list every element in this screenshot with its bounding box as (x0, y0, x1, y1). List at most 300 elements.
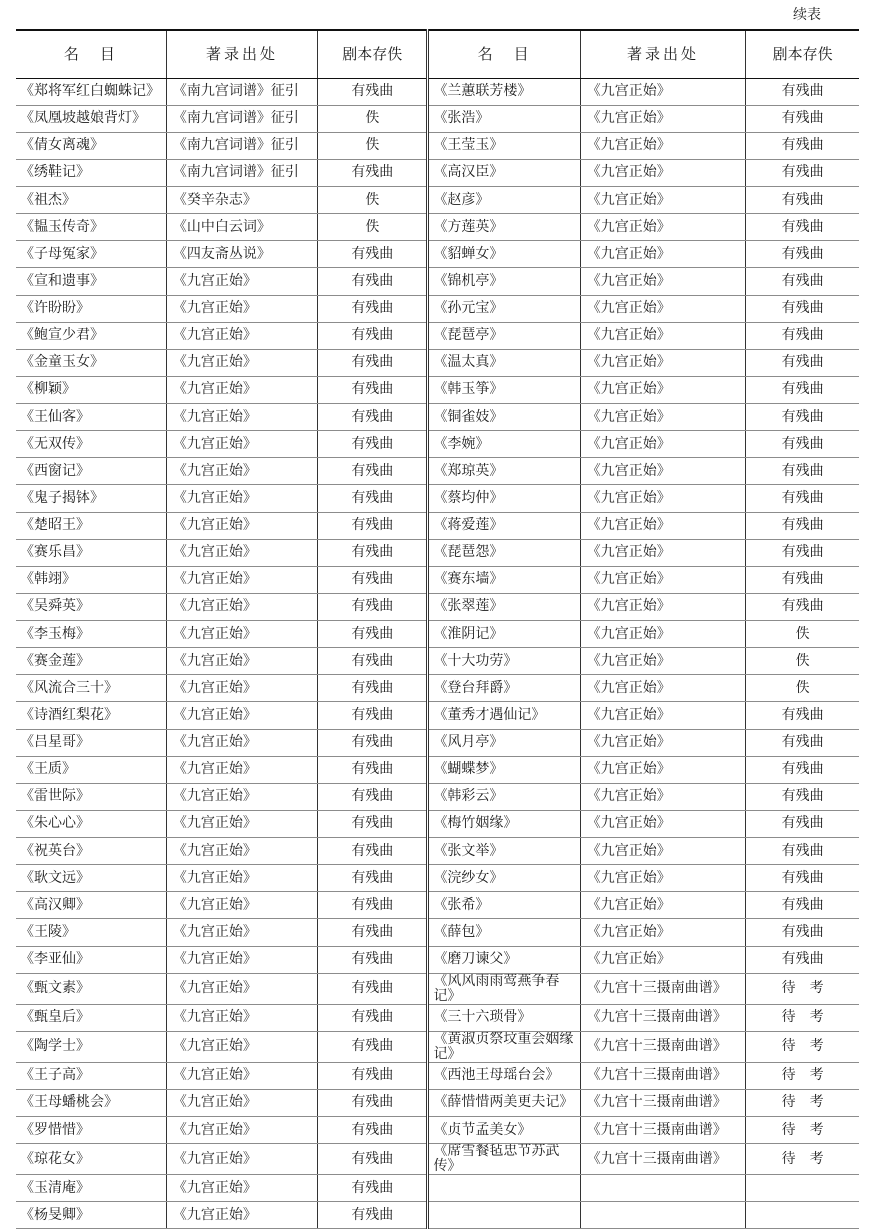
right-source-cell: 《九宫正始》 (580, 919, 745, 946)
right-title-cell: 《席雪餐毡忠节苏武传》 (428, 1144, 580, 1175)
left-source-cell: 《九宫正始》 (166, 865, 317, 892)
right-source-cell: 《九宫正始》 (580, 132, 745, 159)
right-title-cell: 《王莹玉》 (428, 132, 580, 159)
right-source-cell: 《九宫十三摄南曲谱》 (580, 1089, 745, 1116)
left-title-cell: 《玉清庵》 (16, 1175, 166, 1202)
left-source-cell: 《九宫正始》 (166, 919, 317, 946)
left-title-cell: 《祖杰》 (16, 187, 166, 214)
right-title-cell: 《韩玉筝》 (428, 376, 580, 403)
left-source-cell: 《九宫正始》 (166, 892, 317, 919)
right-source-cell: 《九宫正始》 (580, 675, 745, 702)
left-source-cell: 《南九宫词谱》征引 (166, 105, 317, 132)
right-status-cell: 有残曲 (746, 404, 859, 431)
right-status-cell: 有残曲 (746, 838, 859, 865)
table-row (16, 159, 859, 186)
left-title-cell: 《凤凰坡越娘背灯》 (16, 105, 166, 132)
table-row (16, 865, 859, 892)
left-source-cell: 《九宫正始》 (166, 675, 317, 702)
left-title-cell: 《罗惜惜》 (16, 1117, 166, 1144)
left-title-cell: 《无双传》 (16, 431, 166, 458)
right-title-cell: 《蔡均仲》 (428, 485, 580, 512)
left-source-cell: 《九宫正始》 (166, 1089, 317, 1116)
right-source-cell: 《九宫十三摄南曲谱》 (580, 1117, 745, 1144)
left-title-cell: 《许盼盼》 (16, 295, 166, 322)
left-status-cell: 有残曲 (318, 512, 428, 539)
header-status-right: 剧本存佚 (746, 30, 859, 78)
left-source-cell: 《九宫正始》 (166, 404, 317, 431)
right-status-cell: 有残曲 (746, 892, 859, 919)
right-status-cell: 有残曲 (746, 512, 859, 539)
left-status-cell: 有残曲 (318, 431, 428, 458)
right-source-cell: 《九宫正始》 (580, 539, 745, 566)
left-title-cell: 《楚昭王》 (16, 512, 166, 539)
table-body (16, 78, 859, 1229)
right-title-cell: 《李婉》 (428, 431, 580, 458)
left-title-cell: 《王子高》 (16, 1062, 166, 1089)
right-title-cell: 《薛包》 (428, 919, 580, 946)
left-status-cell: 有残曲 (318, 404, 428, 431)
table-row (16, 946, 859, 973)
left-title-cell: 《陶学士》 (16, 1031, 166, 1062)
right-status-cell: 佚 (746, 648, 859, 675)
right-status-cell: 有残曲 (746, 783, 859, 810)
left-title-cell: 《甄文素》 (16, 973, 166, 1004)
right-title-cell: 《浣纱女》 (428, 865, 580, 892)
table-row (16, 295, 859, 322)
left-status-cell: 有残曲 (318, 485, 428, 512)
left-source-cell: 《九宫正始》 (166, 593, 317, 620)
left-source-cell: 《癸辛杂志》 (166, 187, 317, 214)
right-status-cell: 有残曲 (746, 322, 859, 349)
left-title-cell: 《雷世际》 (16, 783, 166, 810)
right-status-cell: 有残曲 (746, 376, 859, 403)
left-status-cell: 有残曲 (318, 566, 428, 593)
right-source-cell: 《九宫正始》 (580, 892, 745, 919)
left-title-cell: 《吕星哥》 (16, 729, 166, 756)
left-status-cell: 有残曲 (318, 376, 428, 403)
right-status-cell: 有残曲 (746, 919, 859, 946)
left-status-cell: 有残曲 (318, 1175, 428, 1202)
left-title-cell: 《鬼子揭钵》 (16, 485, 166, 512)
right-title-cell: 《温太真》 (428, 349, 580, 376)
table-row (16, 322, 859, 349)
right-source-cell: 《九宫正始》 (580, 241, 745, 268)
right-status-cell: 待 考 (746, 1004, 859, 1031)
right-status-cell: 有残曲 (746, 729, 859, 756)
table-row (16, 675, 859, 702)
table-row (16, 268, 859, 295)
table-row (16, 1175, 859, 1202)
left-status-cell: 佚 (318, 105, 428, 132)
right-status-cell: 有残曲 (746, 159, 859, 186)
right-title-cell: 《三十六琐骨》 (428, 1004, 580, 1031)
left-source-cell: 《九宫正始》 (166, 566, 317, 593)
right-source-cell: 《九宫正始》 (580, 105, 745, 132)
right-source-cell: 《九宫正始》 (580, 756, 745, 783)
left-title-cell: 《李玉梅》 (16, 621, 166, 648)
table-row (16, 1031, 859, 1062)
right-title-cell: 《风风雨雨莺燕争春记》 (428, 973, 580, 1004)
right-status-cell: 有残曲 (746, 458, 859, 485)
right-title-cell: 《蒋爱莲》 (428, 512, 580, 539)
right-status-cell: 待 考 (746, 1144, 859, 1175)
table-row (16, 1062, 859, 1089)
left-status-cell: 有残曲 (318, 919, 428, 946)
left-source-cell: 《九宫正始》 (166, 431, 317, 458)
left-source-cell: 《九宫正始》 (166, 810, 317, 837)
table-row (16, 702, 859, 729)
right-status-cell: 有残曲 (746, 349, 859, 376)
left-source-cell: 《九宫正始》 (166, 946, 317, 973)
table-row (16, 838, 859, 865)
right-source-cell: 《九宫正始》 (580, 458, 745, 485)
right-source-cell: 《九宫正始》 (580, 322, 745, 349)
right-source-cell: 《九宫十三摄南曲谱》 (580, 973, 745, 1004)
right-source-cell: 《九宫正始》 (580, 376, 745, 403)
table-row (16, 376, 859, 403)
left-status-cell: 有残曲 (318, 78, 428, 105)
right-status-cell: 佚 (746, 621, 859, 648)
right-title-cell: 《张希》 (428, 892, 580, 919)
left-title-cell: 《杨旻卿》 (16, 1202, 166, 1229)
right-title-cell: 《孙元宝》 (428, 295, 580, 322)
left-title-cell: 《柳颖》 (16, 376, 166, 403)
right-title-cell: 《琵琶亭》 (428, 322, 580, 349)
left-source-cell: 《山中白云词》 (166, 214, 317, 241)
left-source-cell: 《九宫正始》 (166, 702, 317, 729)
left-status-cell: 有残曲 (318, 702, 428, 729)
left-source-cell: 《九宫正始》 (166, 729, 317, 756)
left-title-cell: 《王陵》 (16, 919, 166, 946)
left-status-cell: 有残曲 (318, 1202, 428, 1229)
table-row (16, 729, 859, 756)
left-title-cell: 《吴舜英》 (16, 593, 166, 620)
left-source-cell: 《九宫正始》 (166, 458, 317, 485)
left-source-cell: 《九宫正始》 (166, 1144, 317, 1175)
table-row (16, 621, 859, 648)
right-source-cell: 《九宫正始》 (580, 566, 745, 593)
left-status-cell: 有残曲 (318, 159, 428, 186)
header-source-right: 著录出处 (580, 30, 745, 78)
table-row (16, 1144, 859, 1175)
right-source-cell: 《九宫正始》 (580, 214, 745, 241)
header-title-right: 名 目 (428, 30, 580, 78)
left-status-cell: 有残曲 (318, 458, 428, 485)
right-title-cell: 《赵彦》 (428, 187, 580, 214)
right-source-cell (580, 1175, 745, 1202)
left-source-cell: 《九宫正始》 (166, 539, 317, 566)
right-source-cell: 《九宫正始》 (580, 865, 745, 892)
left-status-cell: 有残曲 (318, 973, 428, 1004)
table-row (16, 648, 859, 675)
left-source-cell: 《九宫正始》 (166, 1004, 317, 1031)
right-source-cell: 《九宫正始》 (580, 78, 745, 105)
right-title-cell: 《张文举》 (428, 838, 580, 865)
left-source-cell: 《九宫正始》 (166, 1202, 317, 1229)
right-title-cell: 《十大功劳》 (428, 648, 580, 675)
right-status-cell: 待 考 (746, 1031, 859, 1062)
header-status-left: 剧本存佚 (318, 30, 428, 78)
right-status-cell: 有残曲 (746, 865, 859, 892)
left-status-cell: 有残曲 (318, 539, 428, 566)
right-status-cell: 有残曲 (746, 756, 859, 783)
right-title-cell: 《磨刀谏父》 (428, 946, 580, 973)
table-row (16, 919, 859, 946)
right-title-cell: 《铜雀妓》 (428, 404, 580, 431)
right-title-cell: 《高汉臣》 (428, 159, 580, 186)
table-row (16, 756, 859, 783)
right-title-cell: 《薛惜惜两美更夫记》 (428, 1089, 580, 1116)
left-source-cell: 《九宫正始》 (166, 838, 317, 865)
left-title-cell: 《韫玉传奇》 (16, 214, 166, 241)
right-source-cell: 《九宫正始》 (580, 512, 745, 539)
left-title-cell: 《诗酒红梨花》 (16, 702, 166, 729)
left-source-cell: 《九宫正始》 (166, 322, 317, 349)
right-status-cell: 有残曲 (746, 946, 859, 973)
right-status-cell: 有残曲 (746, 593, 859, 620)
right-status-cell: 有残曲 (746, 105, 859, 132)
right-status-cell: 有残曲 (746, 78, 859, 105)
right-title-cell: 《董秀才遇仙记》 (428, 702, 580, 729)
table-row (16, 404, 859, 431)
left-title-cell: 《宣和遗事》 (16, 268, 166, 295)
left-title-cell: 《鲍宣少君》 (16, 322, 166, 349)
right-source-cell: 《九宫正始》 (580, 159, 745, 186)
right-source-cell: 《九宫十三摄南曲谱》 (580, 1004, 745, 1031)
left-source-cell: 《九宫正始》 (166, 1062, 317, 1089)
left-status-cell: 有残曲 (318, 621, 428, 648)
right-status-cell: 有残曲 (746, 566, 859, 593)
table-row (16, 783, 859, 810)
right-source-cell: 《九宫正始》 (580, 349, 745, 376)
table-row (16, 973, 859, 1004)
right-title-cell: 《登台拜爵》 (428, 675, 580, 702)
right-status-cell: 有残曲 (746, 132, 859, 159)
left-title-cell: 《耿文远》 (16, 865, 166, 892)
table-row (16, 593, 859, 620)
right-source-cell: 《九宫正始》 (580, 648, 745, 675)
left-status-cell: 有残曲 (318, 729, 428, 756)
left-status-cell: 有残曲 (318, 1089, 428, 1116)
right-title-cell: 《淮阴记》 (428, 621, 580, 648)
left-status-cell: 有残曲 (318, 1031, 428, 1062)
left-status-cell: 有残曲 (318, 675, 428, 702)
right-status-cell: 有残曲 (746, 702, 859, 729)
table-row (16, 458, 859, 485)
right-status-cell: 有残曲 (746, 214, 859, 241)
right-title-cell (428, 1202, 580, 1229)
table-row (16, 105, 859, 132)
right-source-cell: 《九宫正始》 (580, 729, 745, 756)
left-title-cell: 《赛金莲》 (16, 648, 166, 675)
right-title-cell: 《韩彩云》 (428, 783, 580, 810)
left-status-cell: 有残曲 (318, 1062, 428, 1089)
table-row (16, 810, 859, 837)
table-row (16, 349, 859, 376)
right-title-cell: 《黄淑贞祭坟重会姻缘记》 (428, 1031, 580, 1062)
table-row (16, 539, 859, 566)
left-title-cell: 《朱心心》 (16, 810, 166, 837)
right-title-cell: 《兰蕙联芳楼》 (428, 78, 580, 105)
right-source-cell: 《九宫正始》 (580, 431, 745, 458)
table-row (16, 1004, 859, 1031)
right-source-cell: 《九宫正始》 (580, 268, 745, 295)
right-status-cell: 有残曲 (746, 241, 859, 268)
right-source-cell: 《九宫正始》 (580, 187, 745, 214)
right-source-cell: 《九宫正始》 (580, 593, 745, 620)
left-title-cell: 《王质》 (16, 756, 166, 783)
right-source-cell: 《九宫正始》 (580, 838, 745, 865)
left-title-cell: 《李亚仙》 (16, 946, 166, 973)
right-title-cell: 《风月亭》 (428, 729, 580, 756)
right-source-cell (580, 1202, 745, 1229)
left-source-cell: 《南九宫词谱》征引 (166, 132, 317, 159)
left-title-cell: 《王仙客》 (16, 404, 166, 431)
left-source-cell: 《九宫正始》 (166, 485, 317, 512)
left-status-cell: 有残曲 (318, 268, 428, 295)
right-title-cell: 《西池王母瑶台会》 (428, 1062, 580, 1089)
left-source-cell: 《南九宫词谱》征引 (166, 78, 317, 105)
left-source-cell: 《南九宫词谱》征引 (166, 159, 317, 186)
left-status-cell: 有残曲 (318, 1004, 428, 1031)
left-status-cell: 有残曲 (318, 810, 428, 837)
header-source-left: 著录出处 (166, 30, 317, 78)
left-title-cell: 《赛乐昌》 (16, 539, 166, 566)
left-source-cell: 《九宫正始》 (166, 268, 317, 295)
table-row (16, 78, 859, 105)
header-row (16, 30, 859, 78)
right-status-cell: 有残曲 (746, 268, 859, 295)
left-status-cell: 有残曲 (318, 593, 428, 620)
table-row (16, 1202, 859, 1229)
left-title-cell: 《甄皇后》 (16, 1004, 166, 1031)
right-source-cell: 《九宫十三摄南曲谱》 (580, 1144, 745, 1175)
left-source-cell: 《九宫正始》 (166, 512, 317, 539)
right-source-cell: 《九宫十三摄南曲谱》 (580, 1031, 745, 1062)
right-status-cell: 有残曲 (746, 539, 859, 566)
left-status-cell: 佚 (318, 214, 428, 241)
left-status-cell: 佚 (318, 187, 428, 214)
right-source-cell: 《九宫正始》 (580, 404, 745, 431)
left-status-cell: 佚 (318, 132, 428, 159)
right-title-cell: 《贞节孟美女》 (428, 1117, 580, 1144)
right-status-cell: 有残曲 (746, 810, 859, 837)
left-title-cell: 《郑将军红白蜘蛛记》 (16, 78, 166, 105)
continued-label: 续表 (793, 7, 821, 23)
right-title-cell: 《郑琼英》 (428, 458, 580, 485)
left-source-cell: 《九宫正始》 (166, 973, 317, 1004)
table-row (16, 1117, 859, 1144)
left-title-cell: 《金童玉女》 (16, 349, 166, 376)
table-row (16, 892, 859, 919)
left-status-cell: 有残曲 (318, 1144, 428, 1175)
right-title-cell: 《方莲英》 (428, 214, 580, 241)
right-source-cell: 《九宫正始》 (580, 783, 745, 810)
left-title-cell: 《风流合三十》 (16, 675, 166, 702)
left-title-cell: 《高汉卿》 (16, 892, 166, 919)
left-status-cell: 有残曲 (318, 295, 428, 322)
right-status-cell: 待 考 (746, 1089, 859, 1116)
left-source-cell: 《九宫正始》 (166, 1117, 317, 1144)
left-title-cell: 《韩翊》 (16, 566, 166, 593)
left-status-cell: 有残曲 (318, 838, 428, 865)
table-row (16, 132, 859, 159)
left-status-cell: 有残曲 (318, 756, 428, 783)
right-status-cell: 有残曲 (746, 187, 859, 214)
left-title-cell: 《倩女离魂》 (16, 132, 166, 159)
table-row (16, 485, 859, 512)
catalog-table (16, 29, 859, 1229)
table-row (16, 431, 859, 458)
left-source-cell: 《九宫正始》 (166, 783, 317, 810)
right-status-cell: 待 考 (746, 1117, 859, 1144)
table-row (16, 1089, 859, 1116)
left-source-cell: 《九宫正始》 (166, 295, 317, 322)
right-title-cell: 《张浩》 (428, 105, 580, 132)
left-status-cell: 有残曲 (318, 946, 428, 973)
right-source-cell: 《九宫正始》 (580, 295, 745, 322)
left-title-cell: 《祝英台》 (16, 838, 166, 865)
right-status-cell: 有残曲 (746, 485, 859, 512)
right-title-cell: 《锦机亭》 (428, 268, 580, 295)
left-status-cell: 有残曲 (318, 1117, 428, 1144)
table-row (16, 187, 859, 214)
left-title-cell: 《琼花女》 (16, 1144, 166, 1175)
table-row (16, 241, 859, 268)
left-title-cell: 《王母蟠桃会》 (16, 1089, 166, 1116)
right-title-cell: 《蝴蝶梦》 (428, 756, 580, 783)
table-row (16, 214, 859, 241)
left-source-cell: 《九宫正始》 (166, 1031, 317, 1062)
right-title-cell (428, 1175, 580, 1202)
table-row (16, 512, 859, 539)
right-status-cell (746, 1175, 859, 1202)
right-status-cell: 待 考 (746, 973, 859, 1004)
table-row (16, 566, 859, 593)
left-source-cell: 《九宫正始》 (166, 376, 317, 403)
right-title-cell: 《赛东墙》 (428, 566, 580, 593)
header-title-left: 名 目 (16, 30, 166, 78)
right-title-cell: 《琵琶怨》 (428, 539, 580, 566)
left-source-cell: 《九宫正始》 (166, 756, 317, 783)
left-status-cell: 有残曲 (318, 349, 428, 376)
left-source-cell: 《九宫正始》 (166, 648, 317, 675)
right-status-cell: 待 考 (746, 1062, 859, 1089)
left-source-cell: 《九宫正始》 (166, 349, 317, 376)
left-status-cell: 有残曲 (318, 648, 428, 675)
left-status-cell: 有残曲 (318, 241, 428, 268)
right-source-cell: 《九宫正始》 (580, 485, 745, 512)
right-title-cell: 《张翠莲》 (428, 593, 580, 620)
right-status-cell: 有残曲 (746, 295, 859, 322)
left-status-cell: 有残曲 (318, 322, 428, 349)
left-source-cell: 《四友斋丛说》 (166, 241, 317, 268)
right-status-cell: 有残曲 (746, 431, 859, 458)
right-status-cell: 佚 (746, 675, 859, 702)
right-title-cell: 《梅竹姻缘》 (428, 810, 580, 837)
left-status-cell: 有残曲 (318, 865, 428, 892)
left-status-cell: 有残曲 (318, 783, 428, 810)
left-title-cell: 《西窗记》 (16, 458, 166, 485)
left-source-cell: 《九宫正始》 (166, 621, 317, 648)
left-title-cell: 《绣鞋记》 (16, 159, 166, 186)
right-source-cell: 《九宫十三摄南曲谱》 (580, 1062, 745, 1089)
right-source-cell: 《九宫正始》 (580, 702, 745, 729)
left-status-cell: 有残曲 (318, 892, 428, 919)
right-source-cell: 《九宫正始》 (580, 621, 745, 648)
left-title-cell: 《子母冤家》 (16, 241, 166, 268)
right-status-cell (746, 1202, 859, 1229)
